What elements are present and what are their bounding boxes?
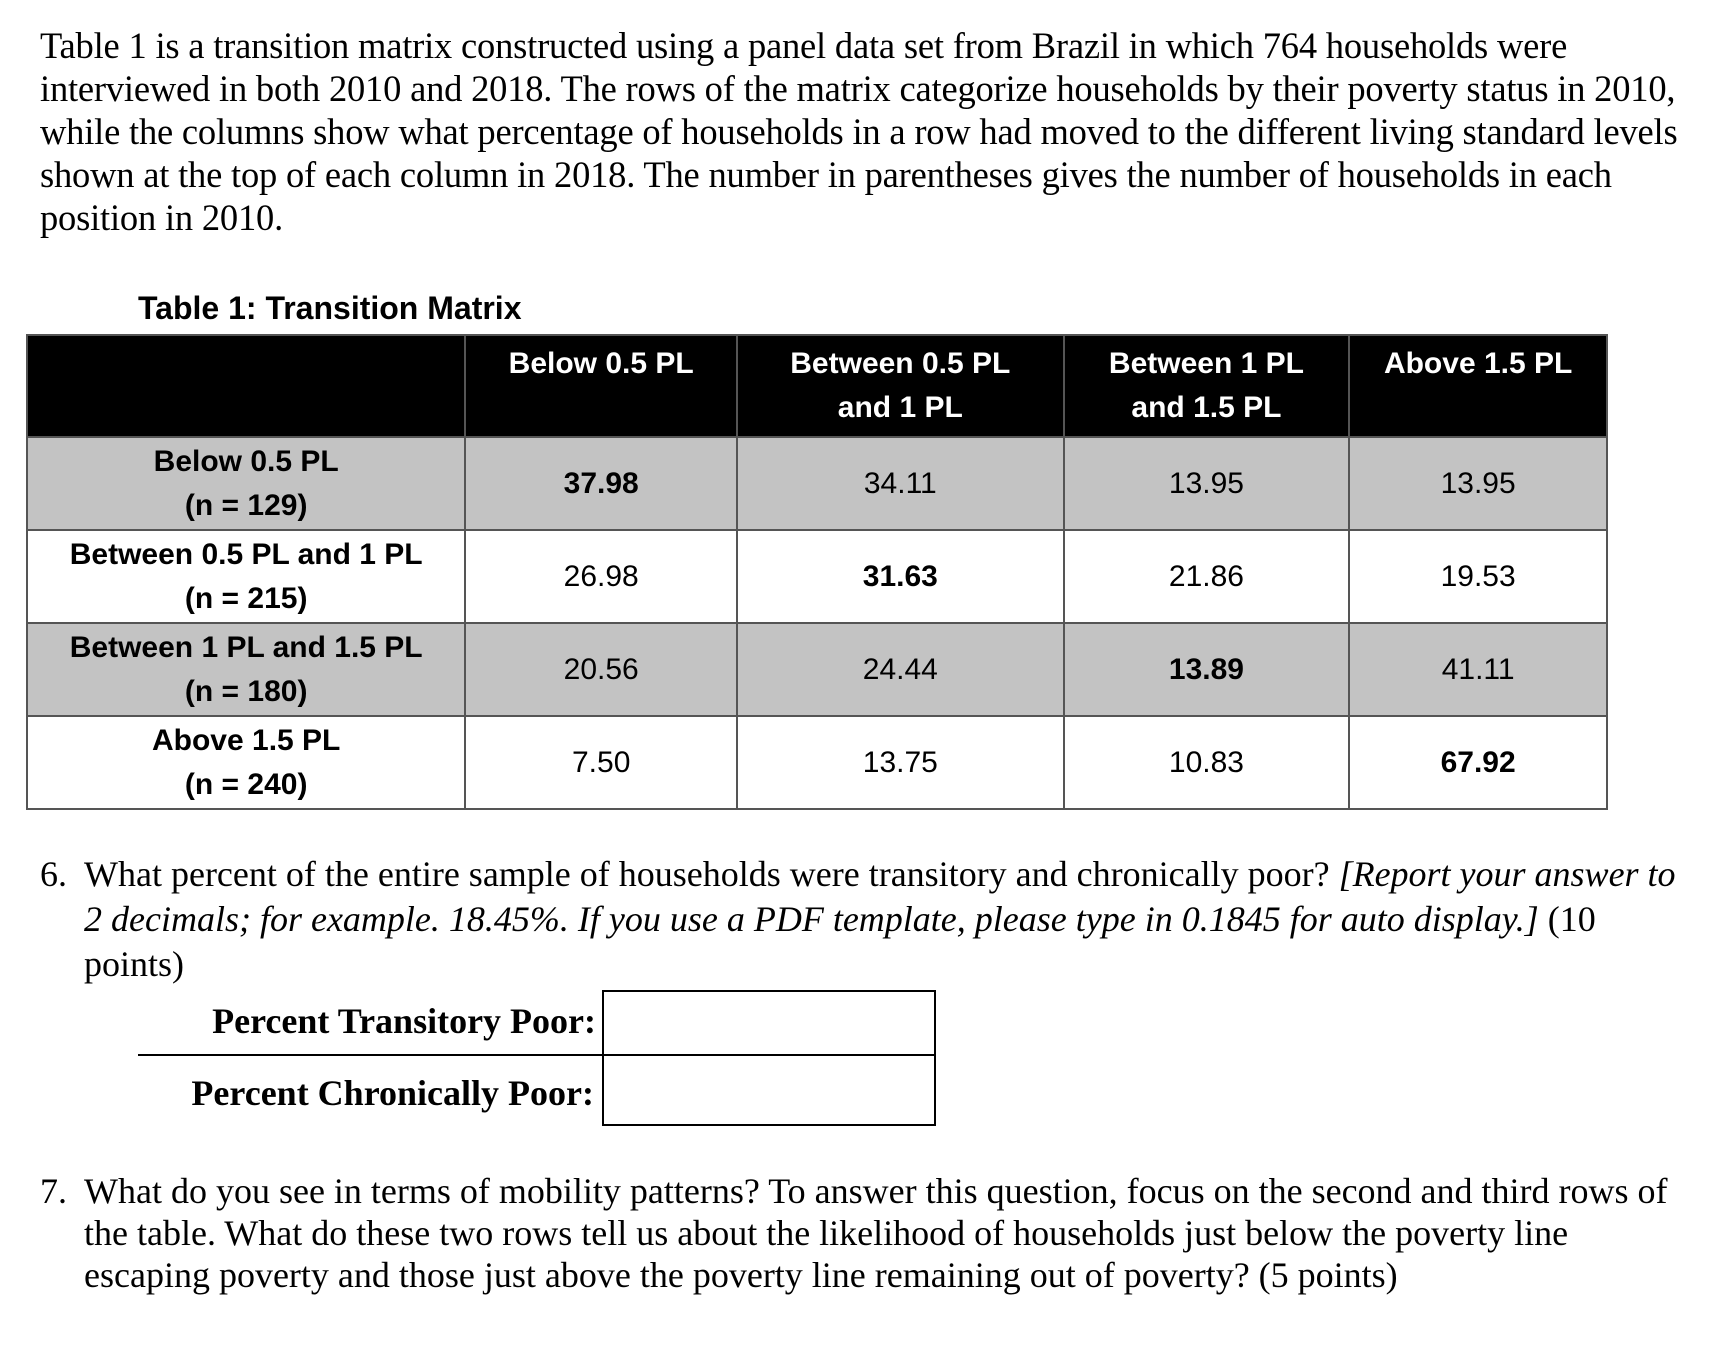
table-cell: 37.98 xyxy=(465,437,737,530)
row-header: Between 0.5 PL and 1 PL (n = 215) xyxy=(27,530,465,623)
table-cell: 20.56 xyxy=(465,623,737,716)
table-cell: 13.89 xyxy=(1064,623,1350,716)
question-points: (10 points) xyxy=(84,899,1596,984)
transitory-poor-input[interactable] xyxy=(602,990,936,1056)
column-header: Between 1 PL and 1.5 PL xyxy=(1064,335,1350,437)
table-cell: 13.95 xyxy=(1349,437,1607,530)
table-cell: 13.75 xyxy=(737,716,1064,809)
table-cell: 21.86 xyxy=(1064,530,1350,623)
table-cell: 13.95 xyxy=(1064,437,1350,530)
question-number: 6. xyxy=(40,854,67,894)
row-header: Above 1.5 PL (n = 240) xyxy=(27,716,465,809)
chronically-poor-row xyxy=(138,1054,936,1120)
table-cell: 41.11 xyxy=(1349,623,1607,716)
transition-matrix-table xyxy=(26,334,1608,810)
chronically-poor-label: Percent Chronically Poor: xyxy=(191,1073,594,1113)
question-6 xyxy=(40,852,1700,987)
table-row xyxy=(27,623,1607,716)
question-instructions: [Report your answer to 2 decimals; for example. 18.45%. If you use a PDF template, please type in 0.1845 for auto display.] xyxy=(84,854,1676,939)
row-header: Below 0.5 PL (n = 129) xyxy=(27,437,465,530)
question-text: What percent of the entire sample of households were transitory and chronically poor? [Report your answer to 2 decimals; for example. 18.45%. If you use a PDF template, please type in 0.1845 for auto display.] (10 points) xyxy=(84,854,1676,984)
table-header-row xyxy=(27,335,1607,437)
intro-paragraph: Table 1 is a transition matrix constructed using a panel data set from Brazil in which 764 households were interviewed in both 2010 and 2018. The rows of the matrix categorize households by their poverty status in 2010, while the columns show what percentage of households in a row had moved to the different living standard levels shown at the top of each column in 2018. The number in parentheses gives the number of households in each position in 2010. xyxy=(40,25,1678,238)
header-corner-cell xyxy=(27,335,465,437)
chronically-poor-input[interactable] xyxy=(602,1054,936,1126)
question-text: What do you see in terms of mobility patterns? To answer this question, focus on the second and third rows of the table. What do these two rows tell us about the likelihood of households just below the poverty line escaping poverty and those just above the poverty line remaining out of poverty? (5 points) xyxy=(84,1171,1668,1295)
table-cell: 10.83 xyxy=(1064,716,1350,809)
column-header: Between 0.5 PL and 1 PL xyxy=(737,335,1064,437)
table-row xyxy=(27,437,1607,530)
table-cell: 7.50 xyxy=(465,716,737,809)
column-header: Above 1.5 PL xyxy=(1349,335,1607,437)
table-cell: 24.44 xyxy=(737,623,1064,716)
table-row xyxy=(27,716,1607,809)
question-number: 7. xyxy=(40,1171,67,1211)
column-header: Below 0.5 PL xyxy=(465,335,737,437)
table-cell: 67.92 xyxy=(1349,716,1607,809)
table-title: Table 1: Transition Matrix xyxy=(138,290,522,326)
row-header: Between 1 PL and 1.5 PL (n = 180) xyxy=(27,623,465,716)
transitory-poor-label: Percent Transitory Poor: xyxy=(212,1001,596,1041)
question-7 xyxy=(40,1170,1700,1296)
table-cell: 19.53 xyxy=(1349,530,1607,623)
table-cell: 26.98 xyxy=(465,530,737,623)
transitory-poor-row xyxy=(138,990,936,1056)
table-cell: 31.63 xyxy=(737,530,1064,623)
table-row xyxy=(27,530,1607,623)
table-cell: 34.11 xyxy=(737,437,1064,530)
